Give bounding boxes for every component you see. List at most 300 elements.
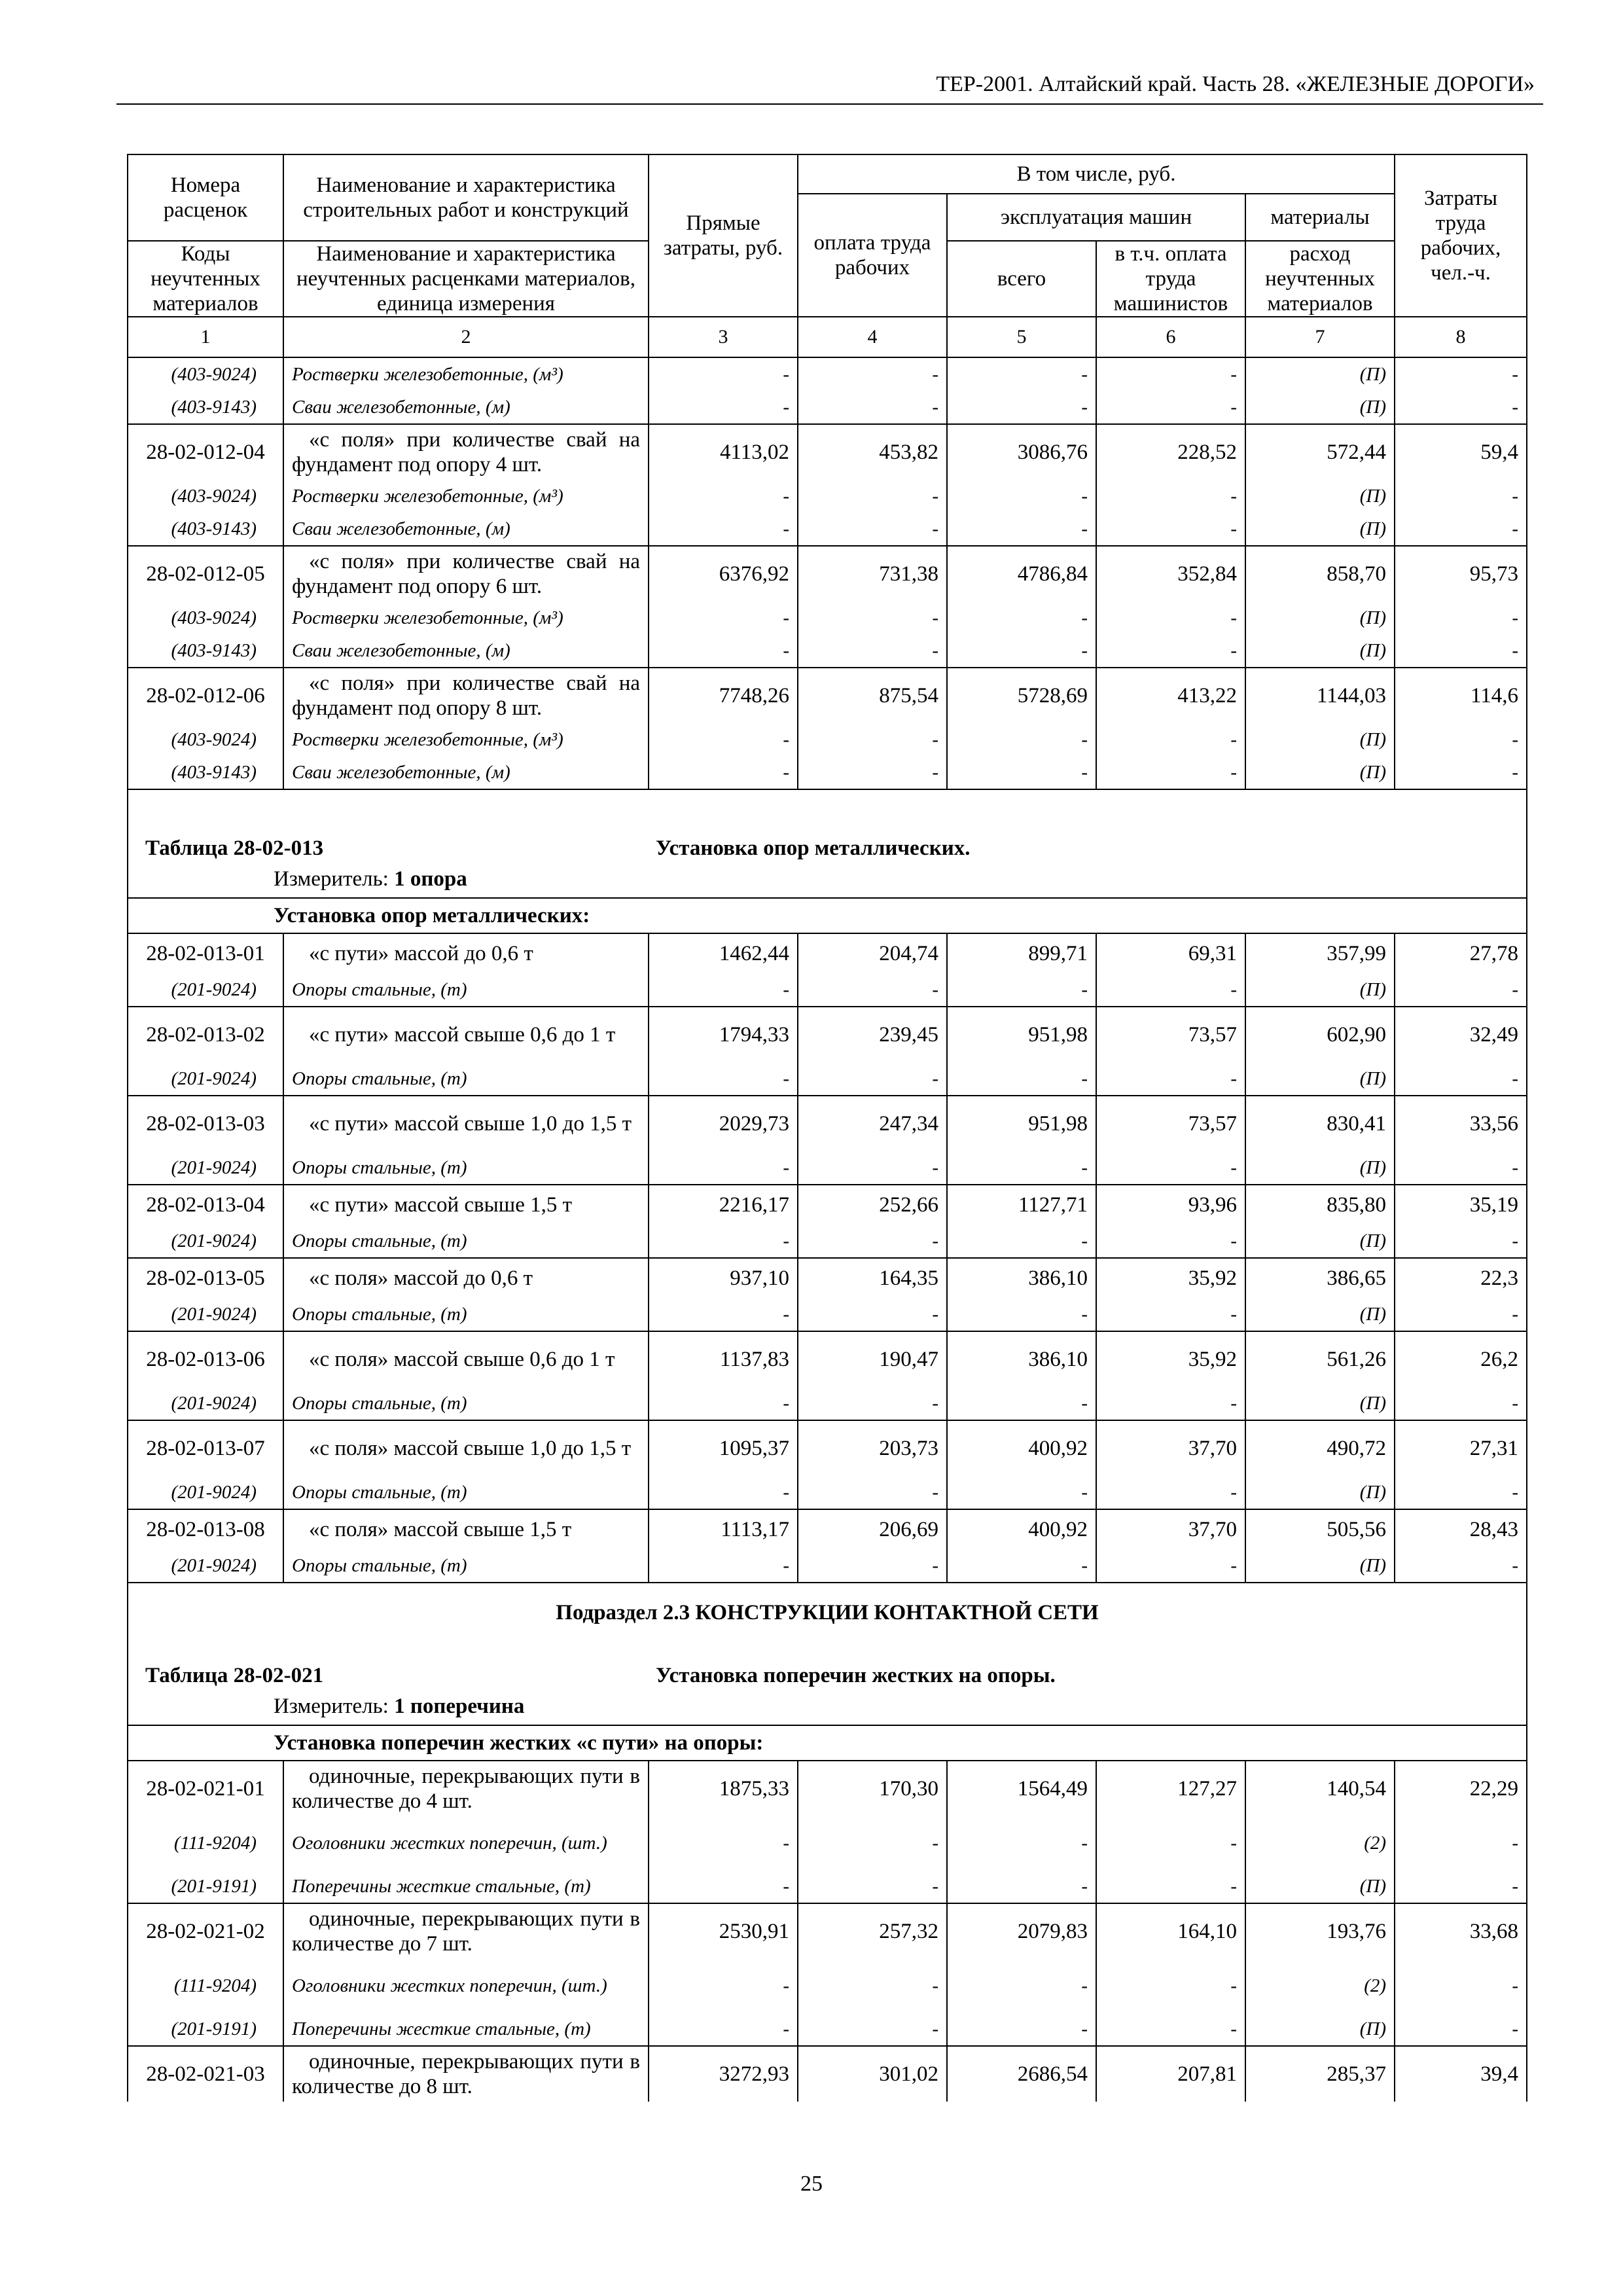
value-cell: 35,19 [1395,1185,1527,1225]
value-cell: 400,92 [947,1509,1096,1549]
value-cell: - [649,1298,798,1331]
value-cell: - [649,1151,798,1185]
material-row [128,1298,1527,1331]
material-code: (111-9204) [128,1959,283,2013]
rate-row [128,668,1527,723]
value-cell: - [947,391,1096,424]
material-name: Поперечины жесткие стальные, (т) [283,2013,649,2046]
material-row [128,512,1527,546]
material-row [128,1476,1527,1509]
value-cell: 830,41 [1245,1096,1395,1151]
value-cell: - [1395,1387,1527,1420]
value-cell: 490,72 [1245,1420,1395,1476]
value-cell: - [1395,1816,1527,1870]
value-cell: - [798,973,947,1007]
value-cell: - [947,723,1096,756]
value-cell: 170,30 [798,1761,947,1816]
value-cell: 32,49 [1395,1007,1527,1062]
rates-table [127,154,1527,2102]
value-cell: (2) [1245,1959,1395,2013]
value-cell: - [1096,480,1245,512]
table-021-title: Установка поперечин жестких на опоры. [656,1664,1056,1687]
value-cell: - [1096,973,1245,1007]
header-col-number: 7 [1245,317,1395,357]
value-cell: (П) [1245,480,1395,512]
table-021-heading [128,1583,1527,1761]
value-cell: - [1096,391,1245,424]
value-cell: 4786,84 [947,546,1096,601]
value-cell: 875,54 [798,668,947,723]
value-cell: 1095,37 [649,1420,798,1476]
value-cell: (П) [1245,756,1395,789]
value-cell: 206,69 [798,1509,947,1549]
material-row [128,723,1527,756]
value-cell: - [1096,2013,1245,2046]
material-name: Сваи железобетонные, (м) [283,391,649,424]
value-cell: - [1395,1062,1527,1096]
header-direct-costs: Прямые затраты, руб. [649,154,798,317]
material-row [128,1151,1527,1185]
subsection-title: Подраздел 2.3 КОНСТРУКЦИИ КОНТАКТНОЙ СЕТИ [128,1583,1527,1642]
header-wages: оплата труда рабочих [798,194,947,317]
value-cell: - [798,1959,947,2013]
value-cell: 69,31 [1096,933,1245,973]
header-col-number: 8 [1395,317,1527,357]
value-cell: - [1395,512,1527,546]
material-code: (201-9191) [128,1870,283,1903]
value-cell: 73,57 [1096,1096,1245,1151]
value-cell: 357,99 [1245,933,1395,973]
value-cell: 951,98 [947,1007,1096,1062]
value-cell: - [798,1151,947,1185]
value-cell: 386,10 [947,1258,1096,1298]
value-cell: 33,68 [1395,1903,1527,1959]
value-cell: 858,70 [1245,546,1395,601]
header-col-number: 1 [128,317,283,357]
material-name: Ростверки железобетонные, (м³) [283,480,649,512]
value-cell: 33,56 [1395,1096,1527,1151]
value-cell: 937,10 [649,1258,798,1298]
value-cell: - [649,756,798,789]
value-cell: 731,38 [798,546,947,601]
material-code: (201-9191) [128,2013,283,2046]
value-cell: 114,6 [1395,668,1527,723]
value-cell: 1144,03 [1245,668,1395,723]
rate-row [128,1420,1527,1476]
value-cell: - [1096,1476,1245,1509]
material-row [128,1870,1527,1903]
table-013-section: Установка опор металлических: [128,898,1527,933]
material-name: Ростверки железобетонные, (м³) [283,601,649,634]
value-cell: - [947,1151,1096,1185]
page-number: 25 [800,2172,823,2196]
value-cell: 190,47 [798,1331,947,1387]
value-cell: - [1096,1151,1245,1185]
material-code: (403-9024) [128,480,283,512]
rate-name: «с поля» массой свыше 1,5 т [283,1509,649,1549]
value-cell: 285,37 [1245,2046,1395,2102]
value-cell: (П) [1245,1298,1395,1331]
header-rule [116,103,1543,105]
value-cell: - [649,1062,798,1096]
value-cell: - [1096,1816,1245,1870]
material-name: Опоры стальные, (т) [283,1225,649,1258]
value-cell: 28,43 [1395,1509,1527,1549]
rate-row [128,1761,1527,1816]
value-cell: - [798,723,947,756]
value-cell: 5728,69 [947,668,1096,723]
table-013-label: Таблица 28-02-013 [145,836,324,860]
value-cell: - [649,973,798,1007]
value-cell: - [798,391,947,424]
value-cell: 164,35 [798,1258,947,1298]
value-cell: 204,74 [798,933,947,973]
value-cell: 93,96 [1096,1185,1245,1225]
table-021-title-row [128,1642,1527,1688]
rate-code: 28-02-013-01 [128,933,283,973]
material-name: Оголовники жестких поперечин, (шт.) [283,1816,649,1870]
value-cell: 35,92 [1096,1331,1245,1387]
value-cell: - [1096,1387,1245,1420]
value-cell: 6376,92 [649,546,798,601]
value-cell: 1137,83 [649,1331,798,1387]
value-cell: - [947,634,1096,668]
value-cell: - [798,1225,947,1258]
header-machines: эксплуатация машин [947,194,1245,241]
header-material-consumption: расход неучтенных материалов [1245,241,1395,317]
rate-code: 28-02-013-04 [128,1185,283,1225]
value-cell: 2029,73 [649,1096,798,1151]
rate-code: 28-02-013-03 [128,1096,283,1151]
value-cell: - [947,1816,1096,1870]
value-cell: - [1395,1151,1527,1185]
value-cell: - [1096,1225,1245,1258]
value-cell: - [798,601,947,634]
value-cell: 95,73 [1395,546,1527,601]
value-cell: - [947,601,1096,634]
value-cell: 1875,33 [649,1761,798,1816]
value-cell: 835,80 [1245,1185,1395,1225]
value-cell: 561,26 [1245,1331,1395,1387]
material-row [128,480,1527,512]
value-cell: 2216,17 [649,1185,798,1225]
value-cell: - [947,357,1096,391]
value-cell: - [947,1062,1096,1096]
value-cell: - [649,1959,798,2013]
value-cell: 1462,44 [649,933,798,973]
value-cell: 352,84 [1096,546,1245,601]
value-cell: - [1395,480,1527,512]
table-013-title: Установка опор металлических. [656,836,971,860]
value-cell: 247,34 [798,1096,947,1151]
value-cell: (2) [1245,1816,1395,1870]
rate-name: одиночные, перекрывающих пути в количестве до 4 шт. [283,1761,649,1816]
rate-code: 28-02-013-07 [128,1420,283,1476]
value-cell: 140,54 [1245,1761,1395,1816]
rate-code: 28-02-013-05 [128,1258,283,1298]
rate-code: 28-02-013-08 [128,1509,283,1549]
value-cell: (П) [1245,1387,1395,1420]
header-material-codes: Коды неучтенных материалов [128,241,283,317]
value-cell: - [798,756,947,789]
value-cell: - [1096,601,1245,634]
value-cell: - [947,756,1096,789]
table-021-label: Таблица 28-02-021 [145,1664,324,1687]
table-013-meter [128,861,1527,898]
material-row [128,1062,1527,1096]
meter-label: Измеритель: [274,867,389,891]
value-cell: 37,70 [1096,1420,1245,1476]
material-code: (403-9024) [128,357,283,391]
value-cell: - [1096,723,1245,756]
value-cell: - [947,973,1096,1007]
material-code: (201-9024) [128,1476,283,1509]
value-cell: - [1096,1870,1245,1903]
material-name: Опоры стальные, (т) [283,1549,649,1583]
value-cell: - [1395,357,1527,391]
meter-label: Измеритель: [274,1695,389,1718]
value-cell: - [1096,357,1245,391]
value-cell: 2079,83 [947,1903,1096,1959]
value-cell: (П) [1245,1476,1395,1509]
value-cell: - [798,512,947,546]
header-col-number: 2 [283,317,649,357]
rate-row [128,2046,1527,2102]
rate-row [128,424,1527,480]
rate-name: «с пути» массой свыше 1,5 т [283,1185,649,1225]
material-code: (111-9204) [128,1816,283,1870]
material-name: Опоры стальные, (т) [283,973,649,1007]
value-cell: 257,32 [798,1903,947,1959]
value-cell: 203,73 [798,1420,947,1476]
material-code: (201-9024) [128,1298,283,1331]
meter-value: 1 опора [394,867,467,891]
value-cell: 400,92 [947,1420,1096,1476]
value-cell: (П) [1245,723,1395,756]
value-cell: - [947,1476,1096,1509]
value-cell: - [947,1959,1096,2013]
value-cell: 951,98 [947,1096,1096,1151]
material-name: Опоры стальные, (т) [283,1387,649,1420]
value-cell: 1564,49 [947,1761,1096,1816]
value-cell: - [1395,601,1527,634]
rate-name: «с поля» массой до 0,6 т [283,1258,649,1298]
value-cell: - [649,1476,798,1509]
table-021-rows [128,1761,1527,2102]
material-row [128,1959,1527,2013]
value-cell: (П) [1245,391,1395,424]
value-cell: 7748,26 [649,668,798,723]
header-including: В том числе, руб. [798,154,1395,194]
value-cell: - [649,1387,798,1420]
material-name: Опоры стальные, (т) [283,1062,649,1096]
value-cell: - [798,1062,947,1096]
value-cell: - [649,480,798,512]
header-work-name: Наименование и характеристика строительных работ и конструкций [283,154,649,241]
material-code: (201-9024) [128,1225,283,1258]
value-cell: 127,27 [1096,1761,1245,1816]
value-cell: 2686,54 [947,2046,1096,2102]
value-cell: - [1395,2013,1527,2046]
value-cell: - [1395,634,1527,668]
header-machines-total: всего [947,241,1096,317]
value-cell: 4113,02 [649,424,798,480]
material-row [128,973,1527,1007]
rate-row [128,1258,1527,1298]
value-cell: 26,2 [1395,1331,1527,1387]
header-col-number: 5 [947,317,1096,357]
table-013-title-row [128,789,1527,861]
material-row [128,601,1527,634]
table-021-meter [128,1688,1527,1725]
material-row [128,357,1527,391]
value-cell: - [1395,1870,1527,1903]
value-cell: - [798,1549,947,1583]
value-cell: - [649,2013,798,2046]
material-name: Опоры стальные, (т) [283,1476,649,1509]
value-cell: - [947,1298,1096,1331]
value-cell: - [798,1298,947,1331]
rate-name: «с поля» массой свыше 0,6 до 1 т [283,1331,649,1387]
value-cell: 252,66 [798,1185,947,1225]
value-cell: 386,65 [1245,1258,1395,1298]
value-cell: (П) [1245,1549,1395,1583]
header-material-names: Наименование и характеристика неучтенных расценками материалов, единица измерения [283,241,649,317]
material-code: (403-9143) [128,756,283,789]
value-cell: 1113,17 [649,1509,798,1549]
value-cell: 413,22 [1096,668,1245,723]
value-cell: 453,82 [798,424,947,480]
material-row [128,1387,1527,1420]
rate-row [128,1331,1527,1387]
value-cell: - [798,1476,947,1509]
rate-code: 28-02-021-01 [128,1761,283,1816]
value-cell: 73,57 [1096,1007,1245,1062]
value-cell: - [798,357,947,391]
value-cell: (П) [1245,357,1395,391]
table-012-rows [128,357,1527,789]
value-cell: - [947,1387,1096,1420]
header-materials: материалы [1245,194,1395,241]
value-cell: - [649,723,798,756]
material-row [128,1549,1527,1583]
material-name: Опоры стальные, (т) [283,1151,649,1185]
value-cell: - [649,1870,798,1903]
value-cell: - [798,1870,947,1903]
value-cell: 899,71 [947,933,1096,973]
material-code: (201-9024) [128,1387,283,1420]
header-col-number: 4 [798,317,947,357]
value-cell: 386,10 [947,1331,1096,1387]
value-cell: - [798,634,947,668]
value-cell: - [1096,634,1245,668]
material-name: Сваи железобетонные, (м) [283,634,649,668]
rate-name: «с поля» массой свыше 1,0 до 1,5 т [283,1420,649,1476]
rate-row [128,546,1527,601]
rate-row [128,1509,1527,1549]
value-cell: (П) [1245,2013,1395,2046]
value-cell: - [1096,1549,1245,1583]
rate-name: «с поля» при количестве свай на фундамент под опору 8 шт. [283,668,649,723]
material-code: (403-9024) [128,723,283,756]
value-cell: 22,3 [1395,1258,1527,1298]
rate-name: «с пути» массой свыше 1,0 до 1,5 т [283,1096,649,1151]
rate-name: одиночные, перекрывающих пути в количестве до 8 шт. [283,2046,649,2102]
material-name: Поперечины жесткие стальные, (т) [283,1870,649,1903]
material-row [128,756,1527,789]
rate-name: «с поля» при количестве свай на фундамент под опору 4 шт. [283,424,649,480]
value-cell: - [649,634,798,668]
header-col-number: 6 [1096,317,1245,357]
value-cell: - [649,357,798,391]
value-cell: - [1096,1959,1245,2013]
header-col-number: 3 [649,317,798,357]
value-cell: - [1395,1959,1527,2013]
header-rate-numbers: Номера расценок [128,154,283,241]
value-cell: 59,4 [1395,424,1527,480]
value-cell: - [1395,723,1527,756]
value-cell: (П) [1245,1151,1395,1185]
value-cell: (П) [1245,973,1395,1007]
value-cell: - [649,512,798,546]
material-row [128,1225,1527,1258]
value-cell: 1794,33 [649,1007,798,1062]
value-cell: - [1395,391,1527,424]
material-code: (201-9024) [128,1151,283,1185]
value-cell: (П) [1245,512,1395,546]
value-cell: - [1096,512,1245,546]
value-cell: 602,90 [1245,1007,1395,1062]
rate-code: 28-02-012-06 [128,668,283,723]
value-cell: - [798,1816,947,1870]
material-code: (201-9024) [128,973,283,1007]
value-cell: 207,81 [1096,2046,1245,2102]
value-cell: (П) [1245,634,1395,668]
value-cell: 2530,91 [649,1903,798,1959]
material-row [128,634,1527,668]
material-name: Сваи железобетонные, (м) [283,512,649,546]
value-cell: (П) [1245,1062,1395,1096]
value-cell: - [947,480,1096,512]
material-name: Сваи железобетонные, (м) [283,756,649,789]
header-machinist-wages: в т.ч. оплата труда машинистов [1096,241,1245,317]
value-cell: - [1395,973,1527,1007]
rate-row [128,1096,1527,1151]
value-cell: - [947,512,1096,546]
value-cell: - [798,480,947,512]
value-cell: 22,29 [1395,1761,1527,1816]
value-cell: - [1395,756,1527,789]
value-cell: - [649,1816,798,1870]
value-cell: - [649,1225,798,1258]
rate-row [128,1185,1527,1225]
material-name: Оголовники жестких поперечин, (шт.) [283,1959,649,2013]
value-cell: 572,44 [1245,424,1395,480]
value-cell: 164,10 [1096,1903,1245,1959]
value-cell: 193,76 [1245,1903,1395,1959]
value-cell: 27,31 [1395,1420,1527,1476]
value-cell: - [1395,1549,1527,1583]
rate-name: одиночные, перекрывающих пути в количестве до 7 шт. [283,1903,649,1959]
value-cell: 1127,71 [947,1185,1096,1225]
material-row [128,2013,1527,2046]
value-cell: - [1395,1476,1527,1509]
table-013-rows [128,933,1527,1583]
material-code: (201-9024) [128,1549,283,1583]
value-cell: - [947,2013,1096,2046]
value-cell: 301,02 [798,2046,947,2102]
value-cell: - [798,1387,947,1420]
